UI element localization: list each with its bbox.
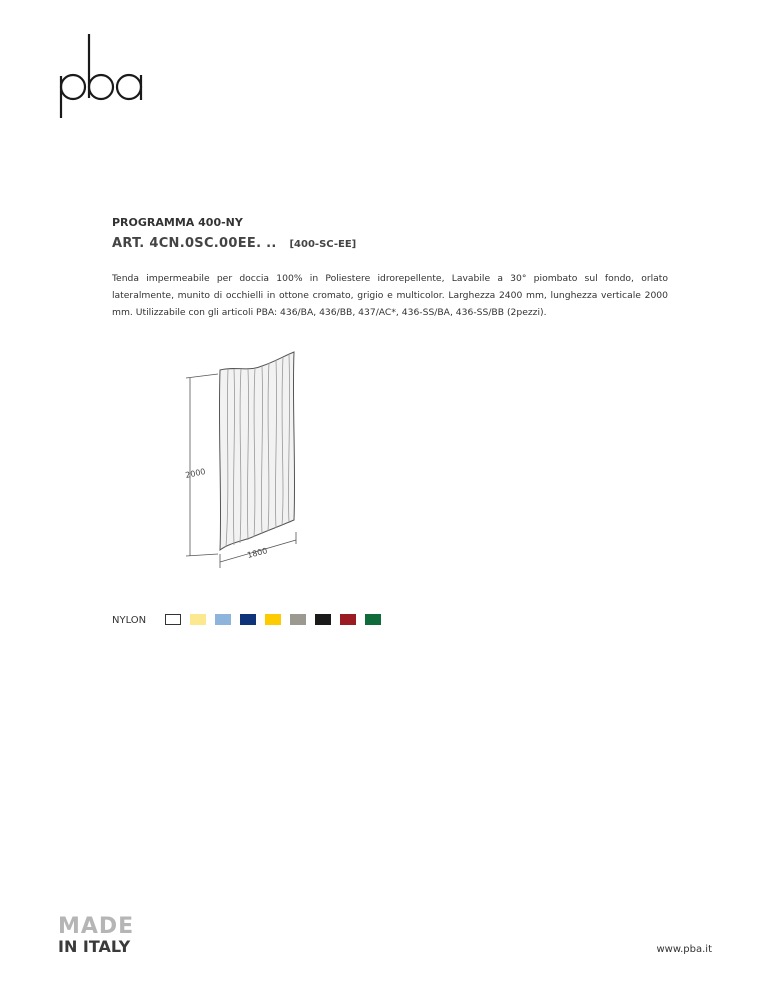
color-swatch: [290, 614, 306, 625]
curtain-drawing: [176, 344, 306, 570]
color-swatch: [365, 614, 381, 625]
in-italy-label: IN ITALY: [58, 937, 131, 956]
article-number: ART. 4CN.0SC.00EE. ..: [112, 236, 277, 251]
made-label: MADE: [58, 914, 135, 939]
color-swatch: [165, 614, 181, 625]
article-title: [112, 236, 356, 251]
color-swatches: [165, 614, 381, 625]
pba-logo: [56, 32, 148, 120]
curtain-shape: [219, 352, 294, 550]
color-swatch: [315, 614, 331, 625]
width-dimension-label: 1800: [246, 546, 269, 560]
color-swatch: [340, 614, 356, 625]
color-swatch: [240, 614, 256, 625]
website-link[interactable]: www.pba.it: [656, 944, 712, 955]
color-swatch: [215, 614, 231, 625]
color-swatch: [265, 614, 281, 625]
article-code: [400-SC-EE]: [289, 239, 357, 250]
material-label: NYLON: [112, 615, 147, 626]
product-description: Tenda impermeabile per doccia 100% in Poliestere idrorepellente, Lavabile a 30° piombato sul fondo, orlato lateralmente, munito di occhielli in ottone cromato, grigio e multicolor. Larghezza 2400 mm, lunghezza verticale 2000 mm. Utilizzabile con gli articoli PBA: 436/BA, 436/BB, 437/AC*, 436-SS/BA, 436-SS/BB (2pezzi).: [112, 273, 668, 318]
program-title: PROGRAMMA 400-NY: [112, 216, 243, 229]
height-dimension-label: 2000: [184, 466, 207, 480]
color-swatch: [190, 614, 206, 625]
